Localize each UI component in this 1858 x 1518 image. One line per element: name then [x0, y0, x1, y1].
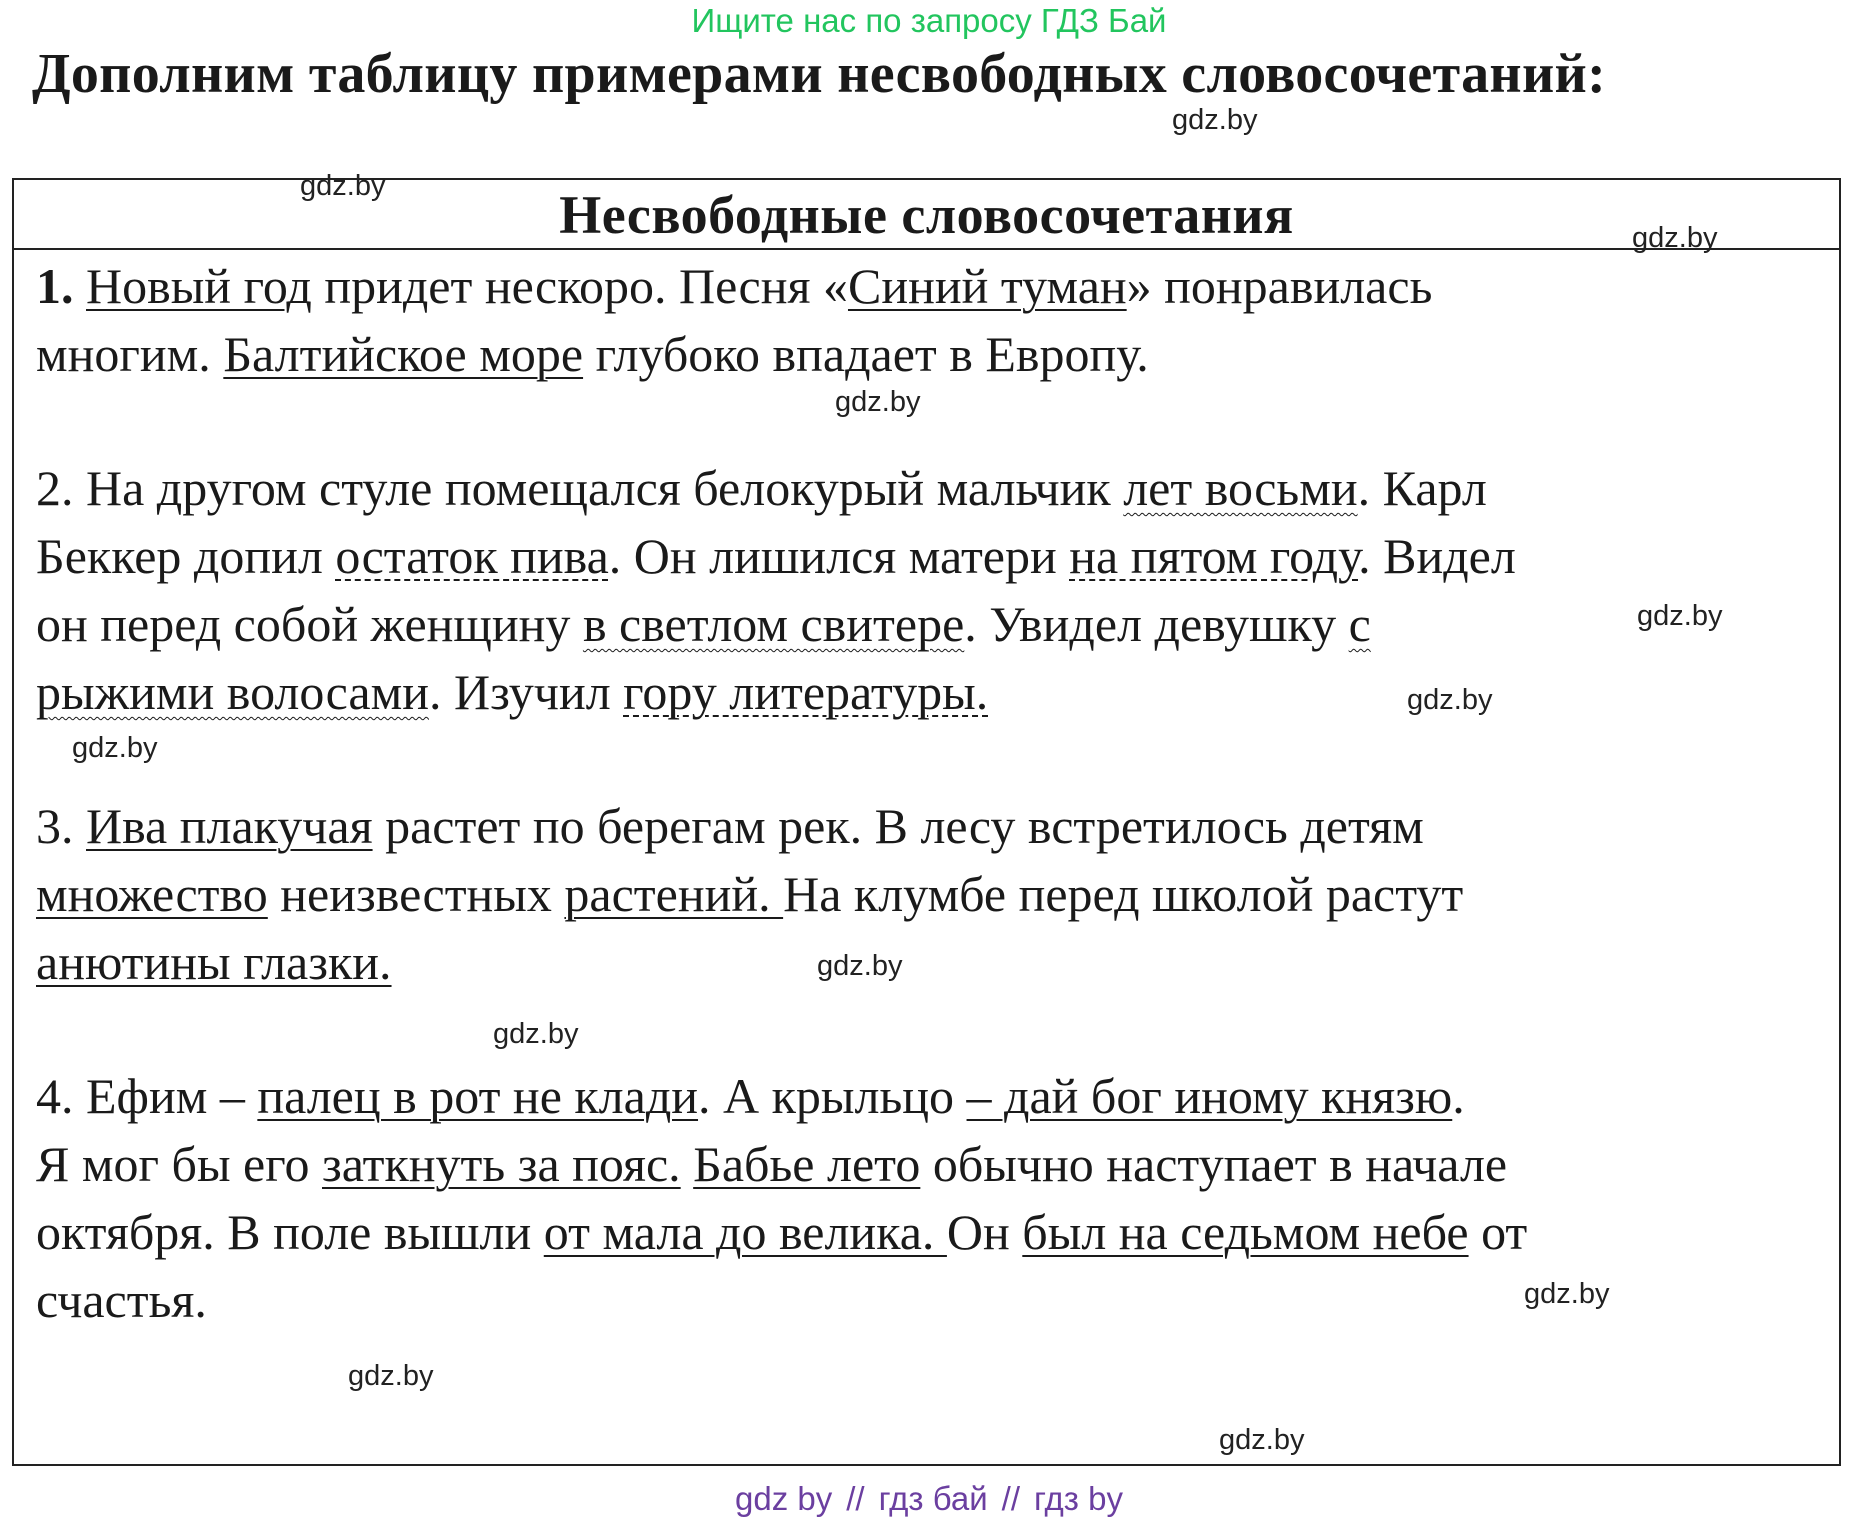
phrase-wavy: лет восьми [1123, 460, 1358, 516]
table-header: Несвободные словосочетания [14, 180, 1839, 250]
paragraph-2 [36, 454, 1796, 726]
banner-separator: // [846, 1480, 865, 1517]
text-segment: многим. [36, 326, 224, 382]
watermark: gdz.by [1632, 222, 1718, 254]
banner-link-gdz-by[interactable]: gdz by [735, 1480, 833, 1517]
paragraph-2-line-2 [36, 522, 1796, 590]
text-segment: . Он лишился матери [608, 528, 1070, 584]
text-segment: глубоко впадает в Европу. [583, 326, 1149, 382]
phrase-underlined: Синий туман [847, 258, 1127, 314]
phrase-underlined: Ива плакучая [86, 798, 373, 854]
paragraph-3-line-2 [36, 860, 1796, 928]
watermark: gdz.by [1637, 600, 1723, 632]
bottom-banner [0, 1480, 1858, 1518]
banner-link-gdz-bai[interactable]: гдз бай [878, 1480, 988, 1517]
watermark: gdz.by [835, 386, 921, 418]
paragraph-2-line-4 [36, 658, 1796, 726]
phrase-underlined: Новый год [86, 258, 312, 314]
phrase-underlined: – дай бог иному князю [966, 1068, 1453, 1124]
paragraph-1-line-1 [36, 252, 1796, 320]
text-segment: Он [946, 1204, 1023, 1260]
paragraph-3 [36, 792, 1796, 996]
text-segment: 2. На другом стуле помещался белокурый мальчик [36, 460, 1124, 516]
text-segment: . Видел [1358, 528, 1516, 584]
paragraph-1 [36, 252, 1796, 388]
watermark: gdz.by [1172, 104, 1258, 136]
banner-separator: // [1001, 1480, 1020, 1517]
text-segment: он перед собой женщину [36, 596, 583, 652]
text-segment: . Карл [1357, 460, 1487, 516]
phrase-underlined: Бабье лето [693, 1136, 921, 1192]
paragraph-2-line-1 [36, 454, 1796, 522]
paragraph-3-line-3 [36, 928, 1796, 996]
phrase-wavy: рыжими волосами [36, 664, 429, 720]
paragraph-4-line-2 [36, 1130, 1796, 1198]
watermark: gdz.by [1407, 684, 1493, 716]
text-segment: придет нескоро. Песня « [311, 258, 848, 314]
text-segment: На клумбе перед школой растут [783, 866, 1464, 922]
text-segment: октября. В поле вышли [36, 1204, 544, 1260]
text-segment: . Изучил [429, 664, 624, 720]
paragraph-2-line-3 [36, 590, 1796, 658]
phrase-underlined: от мала до велика. [543, 1204, 947, 1260]
top-banner: Ищите нас по запросу ГДЗ Бай [691, 2, 1167, 39]
phrase-underlined: палец в рот не клади [257, 1068, 699, 1124]
phrase-underlined: был на седьмом небе [1022, 1204, 1469, 1260]
phrase-wavy: в светлом свитере [582, 596, 965, 652]
watermark: gdz.by [817, 950, 903, 982]
text-segment: неизвестных [267, 866, 565, 922]
text-segment: . [1452, 1068, 1465, 1124]
paragraph-3-line-1 [36, 792, 1796, 860]
paragraph-number: 1. [36, 258, 74, 314]
text-segment: растет по берегам рек. В лесу встретилось детям [372, 798, 1424, 854]
phrase-underlined: анютины глазки. [36, 934, 392, 990]
banner-link-gdz-by-cyr[interactable]: гдз by [1034, 1480, 1123, 1517]
paragraph-4-line-4 [36, 1266, 1796, 1334]
phrase-wavy: с [1348, 596, 1371, 652]
watermark: gdz.by [72, 732, 158, 764]
watermark: gdz.by [348, 1360, 434, 1392]
text-segment [681, 1136, 694, 1192]
text-segment: . Увидел девушку [964, 596, 1349, 652]
watermark: gdz.by [493, 1018, 579, 1050]
watermark: gdz.by [1219, 1424, 1305, 1456]
phrase-dashed: на пятом году [1069, 528, 1359, 584]
text-segment: обычно наступает в начале [920, 1136, 1508, 1192]
watermark: gdz.by [300, 170, 386, 202]
text-segment: . А крыльцо [698, 1068, 967, 1124]
text-segment: 3. [36, 798, 86, 854]
phrase-underlined: заткнуть за пояс. [322, 1136, 681, 1192]
text-segment: Беккер допил [36, 528, 336, 584]
watermark: gdz.by [1524, 1278, 1610, 1310]
phrase-underlined: множество [36, 866, 268, 922]
phrase-dashed: гору литературы. [623, 664, 989, 720]
phrase-underlined: растений. [564, 866, 784, 922]
text-segment: счастья. [36, 1272, 207, 1328]
paragraph-4 [36, 1062, 1796, 1334]
text-segment: 4. Ефим – [36, 1068, 258, 1124]
text-segment: от [1468, 1204, 1528, 1260]
text-segment: Я мог бы его [36, 1136, 322, 1192]
phrase-dashed: остаток пива [335, 528, 609, 584]
paragraph-4-line-3 [36, 1198, 1796, 1266]
phrase-underlined: Балтийское море [223, 326, 584, 382]
paragraph-4-line-1 [36, 1062, 1796, 1130]
text-segment: » понравилась [1126, 258, 1433, 314]
page-heading: Дополним таблицу примерами несвободных словосочетаний: [32, 43, 1607, 105]
paragraph-1-line-2 [36, 320, 1796, 388]
